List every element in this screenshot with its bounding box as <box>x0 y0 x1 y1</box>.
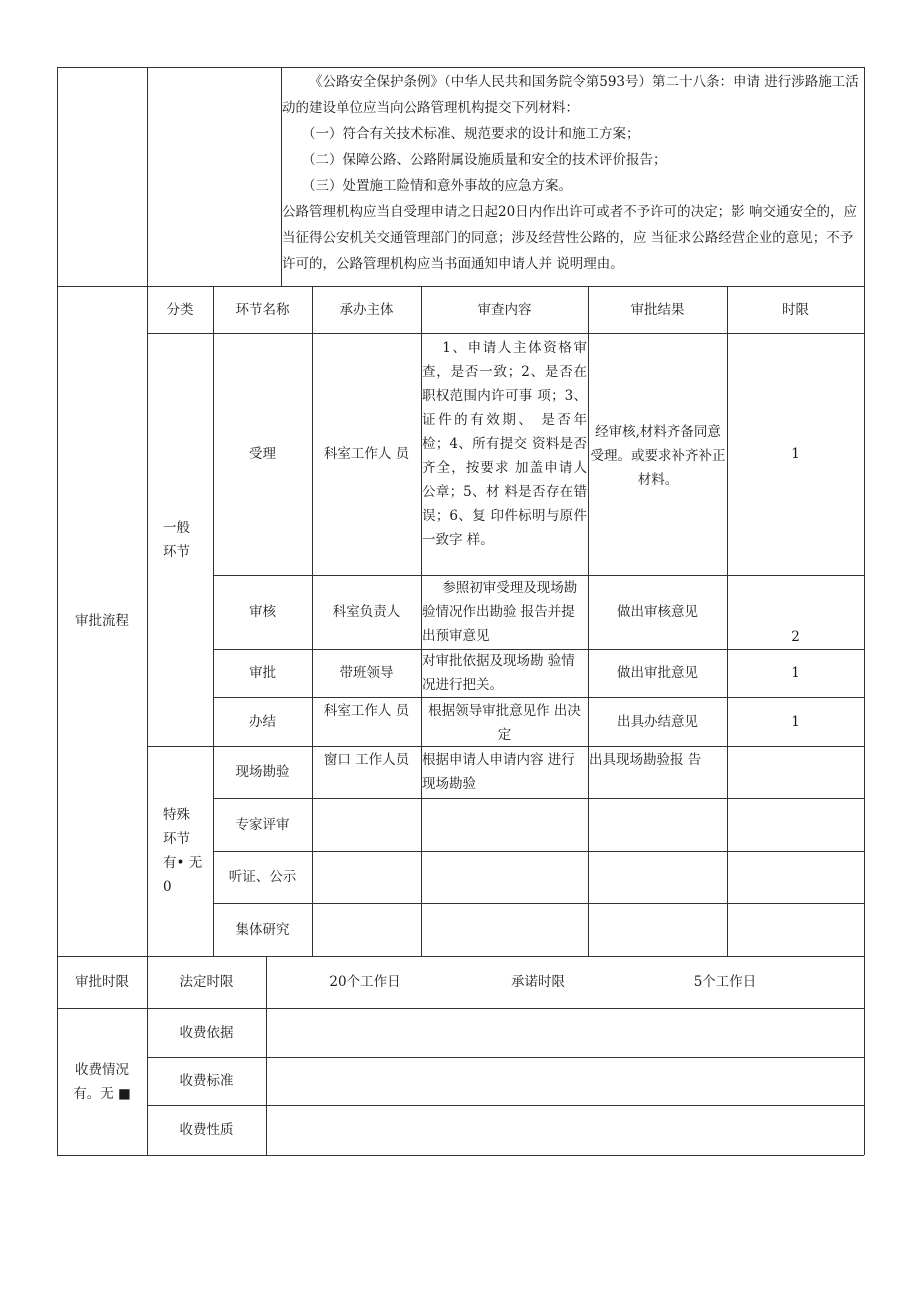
grid-line <box>727 286 728 956</box>
legal-limit-label: 法定时限 <box>179 974 234 990</box>
special-hearing-result <box>588 851 727 903</box>
grid-line <box>57 67 58 1155</box>
fee-nature-value <box>266 1105 864 1155</box>
grid-line <box>312 286 313 956</box>
special-hearing-limit <box>727 851 864 903</box>
fee-basis-value <box>266 1008 864 1057</box>
special-expert-review-handler <box>312 798 421 851</box>
special-site-survey-result: 出具现场勘验报 告 <box>589 752 702 768</box>
fee-basis-label: 收费依据 <box>179 1024 234 1041</box>
legal-basis-text <box>282 69 864 277</box>
special-expert-review-name: 专家评审 <box>235 816 290 833</box>
header-category: 分类 <box>166 301 194 318</box>
step-review-result: 做出审核意见 <box>617 604 698 620</box>
special-collective-limit <box>727 903 864 956</box>
special-expert-review-result <box>588 798 727 851</box>
grid-line <box>588 286 589 956</box>
legal-limit-value: 20个工作日 <box>329 974 401 990</box>
step-accept-handler: 科室工作人 员 <box>323 446 410 462</box>
grid-line <box>147 746 864 747</box>
legal-basis-para2: 公路管理机构应当自受理申请之日起20日内作出许可或者不予许可的决定；影 响交通安全的，应当征得公安机关交通管理部门的同意；涉及经营性公路的，应 当征求公路经营企业的意见；不予许可的，公路管理机构应当书面通知申请人并 说明理由。 <box>282 204 857 272</box>
grid-line <box>147 1105 864 1106</box>
grid-line <box>266 956 267 1155</box>
header-time-limit: 时限 <box>782 301 809 318</box>
grid-line <box>213 575 864 576</box>
fee-nature-label: 收费性质 <box>179 1122 234 1138</box>
general-steps-label: 一般 环节 <box>163 519 190 560</box>
legal-basis-item1: （一）符合有关技术标准、规范要求的设计和施工方案； <box>302 126 640 142</box>
grid-line <box>57 67 864 68</box>
grid-line <box>213 851 864 852</box>
step-accept-limit: 1 <box>791 446 800 462</box>
step-approve-handler: 带班领导 <box>339 665 394 681</box>
time-limit-label: 审批时限 <box>75 974 129 990</box>
grid-line <box>147 67 148 1155</box>
step-review-handler: 科室负责人 <box>332 604 401 620</box>
step-approve-content: 对审批依据及现场勘 验情况进行把关。 <box>422 653 575 693</box>
legal-basis-item2: （二）保障公路、公路附属设施质量和安全的技术评价报告； <box>302 152 667 168</box>
special-hearing-name: 听证、公示 <box>228 869 297 885</box>
special-expert-review-content <box>421 798 588 851</box>
step-finish-content: 根据领导审批意见作 出决定 <box>428 703 581 743</box>
special-collective-handler <box>312 903 421 956</box>
grid-line <box>213 697 864 698</box>
special-site-survey-handler: 窗口 工作人员 <box>323 752 410 768</box>
step-finish-result: 出具办结意见 <box>617 713 698 730</box>
fees-label: 收费情况 有。无 ■ <box>73 1061 131 1102</box>
grid-line <box>213 649 864 650</box>
special-collective-name: 集体研究 <box>235 921 290 938</box>
promised-limit-label: 承诺时限 <box>511 974 565 990</box>
grid-line <box>57 1008 864 1009</box>
step-accept-name: 受理 <box>249 446 276 462</box>
header-approval-result: 审批结果 <box>630 301 685 318</box>
header-handler: 承办主体 <box>339 301 394 318</box>
header-review-content: 审查内容 <box>477 301 532 318</box>
step-accept-result: 经审核,材料齐备同意受理。或要求补齐补正材料。 <box>590 424 726 488</box>
header-step-name: 环节名称 <box>235 301 290 318</box>
grid-line <box>57 956 864 957</box>
special-site-survey-content: 根据申请人申请内容 进行现场勘验 <box>422 752 575 792</box>
grid-line <box>147 1057 864 1058</box>
step-approve-limit: 1 <box>791 665 800 681</box>
grid-line <box>57 286 864 287</box>
step-finish-handler: 科室工作人 员 <box>323 703 410 719</box>
step-finish-name: 办结 <box>249 713 276 730</box>
grid-line <box>57 1155 864 1156</box>
special-expert-review-limit <box>727 798 864 851</box>
special-hearing-content <box>421 851 588 903</box>
process-section-label: 审批流程 <box>75 613 129 629</box>
promised-limit-value: 5个工作日 <box>693 974 757 990</box>
fee-standard-label: 收费标准 <box>179 1073 234 1089</box>
step-finish-limit: 1 <box>791 713 800 730</box>
special-hearing-handler <box>312 851 421 903</box>
step-accept-content: 1、申请人主体资格审查，是否一致；2、是否在职权范围内许可事 项；3、证件的有效期、 是否年检；4、所有提交 资料是否齐全，按要求 加盖申请人公章；5、材 料是否存在错误；6、复 印件标明与原件一致字 样。 <box>422 340 587 548</box>
grid-line <box>213 286 214 956</box>
special-steps-label: 特殊 环节 有• 无 0 <box>163 807 203 895</box>
special-collective-result <box>588 903 727 956</box>
grid-line <box>421 286 422 956</box>
fee-standard-value <box>266 1057 864 1105</box>
grid-line <box>281 67 282 286</box>
step-review-name: 审核 <box>249 604 276 620</box>
step-review-content: 参照初审受理及现场勘验情况作出勘验 报告并提出预审意见 <box>422 580 578 644</box>
special-site-survey-limit <box>727 746 864 798</box>
grid-line <box>864 67 865 1155</box>
legal-basis-line1: 《公路安全保护条例》（中华人民共和国务院令第593号）第二十八条：申请 进行涉路施工活动的建设单位应当向公路管理机构提交下列材料： <box>282 74 859 116</box>
grid-line <box>213 903 864 904</box>
special-site-survey-name: 现场勘验 <box>235 764 290 780</box>
special-collective-content <box>421 903 588 956</box>
legal-basis-item3: （三）处置施工险情和意外事故的应急方案。 <box>302 178 572 194</box>
step-approve-result: 做出审批意见 <box>617 665 698 681</box>
grid-line <box>213 798 864 799</box>
step-review-limit: 2 <box>791 629 800 645</box>
grid-line <box>147 333 864 334</box>
step-approve-name: 审批 <box>249 665 276 681</box>
